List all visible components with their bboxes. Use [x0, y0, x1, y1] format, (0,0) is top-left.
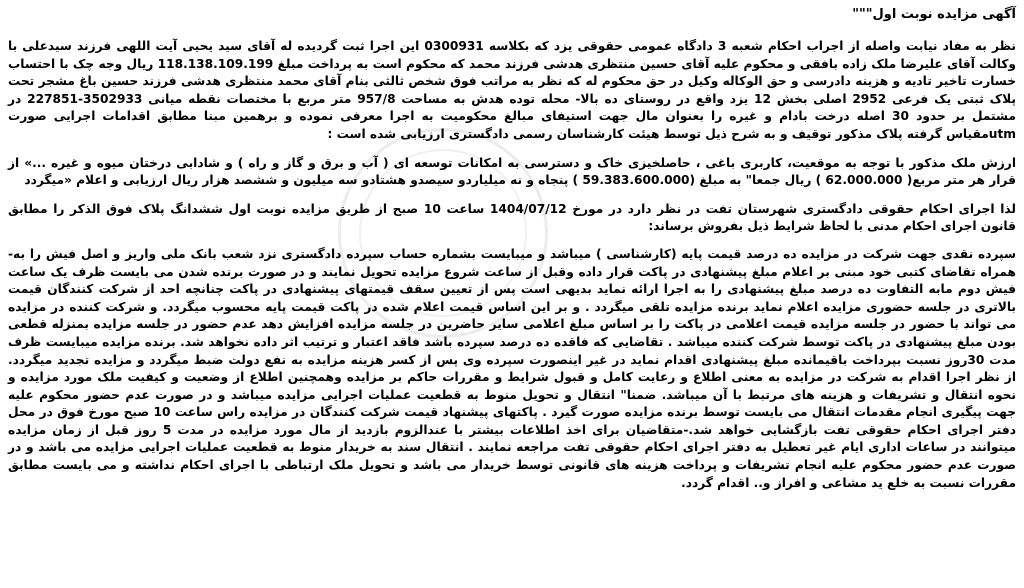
paragraph-valuation: ارزش ملک مذکور با توجه به موقعیت، کاربری باغی ، حاصلخیزی خاک و دسترسی به امکانات توسعه ای ( آب و برق و گاز و راه ) و شادابی درختان میوه و غیره ...» از قرار هر متر مربع( 62.000.000 ) ریال جمعا" به مبلغ (59.383.600.000 ) پنجاه و نه میلیاردو سیصدو هشتادو سه میلیون و ششصد هزار ریال ارزیابی و اعلام «میگردد — [8, 155, 1016, 188]
notice-content — [8, 6, 1016, 492]
paragraph-auction-terms: سپرده نقدی جهت شرکت در مزایده ده درصد قیمت پایه (کارشناسی ) میباشد و میبایست بشماره حساب سپرده دادگستری نزد شعب بانک ملی واریز و اصل فیش را به- همراه تقاضای کتبی خود مبنی بر اعلام مبلغ پیشنهادی در پاکت قرار داده وقبل از ساعت شروع مزایده تحویل نمایند و در صورت برنده شدن می بایست ظرف یک ساعت فیش دوم مابه التفاوت ده درصد مبلغ پیشنهادی را به اجرا ارائه نماید بدیهی است پس از تعیین سقف قیمتهای پیشنهادی در پاکت چنانچه احد از شرکت کنندگان قیمت بالاتری در جلسه حضوری مزایده اعلام نماید برنده مزایده تلقی میگردد . و بر این اساس قیمت اعلام شده در پاکت قیمت پایه محسوب میگردد. و شرکت کننده در مزایده می تواند با حضور در جلسه مزایده قیمت اعلامی در پاکت را بر اساس مبلغ اعلامی سایر حاضرین در جلسه مزایده افزایش دهد عدم حضور در جلسه مزایده بمنزله قطعی بودن مبلغ پیشنهادی در پاکت توسط شرکت کننده میباشد . تقاضایی که فاقده ده درصد سپرده باشد فاقد اعتبار و ترتیب اثر داده نخواهد شد. برنده مزایده میبایست ظرف مدت 30روز نسبت بپرداخت باقیمانده مبلغ پیشنهادی اقدام نماید در غیر اینصورت سپرده وی پس از کسر هزینه مزایده به نفع دولت ضبط میگردد و مزایده تجدید میگردد. از نظر اجرا اقدام به شرکت در مزایده به معنی اطلاع و رعایت کامل و قبول شرایط و مقررات حاکم بر مزایده وهمچنین اطلاع از وضعیت و کیفیت ملک مورد مزایده و نحوه انتقال و تشریفات و هزینه های مرتبط با آن میباشد. ضمنا" انتقال و تحویل منوط به قطعیت عملیات اجرایی مزایده میباشد و در صورت عدم حضور محکوم علیه جهت پیگیری انجام مقدمات انتقال می بایست توسط برنده مزایده صورت گیرد . پاکتهای پیشنهاد قیمت شرکت کنندگان در مزایده راس ساعت 10 صبح مورخ فوق در محل دفتر اجرای احکام حقوقی تفت بازگشایی خواهد شد.-متقاضیان برای اخذ اطلاعات بیشتر با عندالزوم بازدید از مال مورد مزایده در مدت 5 روز قبل از زمان مزایده میتوانند در ساعات اداری ایام غیر تعطیل به دفتر اجرای احکام حقوقی تفت مراجعه نمایند . انتقال سند به خریدار منوط به قطعیت عملیات اجرایی مزایده می باشد و در صورت عدم حضور محکوم علیه انجام تشریفات و پرداخت هزینه های قانونی توسط خریدار می باشد و تحویل ملک ارتباطی با اجرای احکام نداشته و می بایست مطابق مقررات نسبت به خلع ید مشاعی و افراز و.. اقدام گردد. — [8, 246, 1017, 490]
notice-title: آگهی مزایده نوبت اول""" — [852, 7, 1016, 22]
paragraph-auction-date: لذا اجرای احکام حقوقی دادگستری شهرستان تفت در نظر دارد در مورخ 1404/07/12 ساعت 10 صبح از طریق مزایده نوبت اول ششدانگ پلاک فوق الذکر را مطابق قانون اجرای احکام مدنی با لحاظ شرایط ذیل بفروش برساند: — [8, 201, 1016, 234]
paragraph-case-details: نظر به مفاد نیابت واصله از اجراب احکام شعبه 3 دادگاه عمومی حقوقی یزد که بکلاسه 0300931 این اجرا ثبت گردیده له آقای سید یحیی آیت اللهی فرزند سیدعلی با وکالت آقای علیرضا ملک زاده بافقی و محکوم علیه آقای حسین منتظری هدشی فرزند محمد که محکوم است به پرداخت مبلغ 118.138.109.199 ریال وجه چک با احتساب خسارت تاخیر تادیه و هزینه دادرسی و حق الوکاله وکیل در حق محکوم له که نظر به مراتب فوق شخص ثالثی بنام آقای محمد منتظری هدشی فرزند حسین باغ مشجر تحت پلاک ثبتی یک فرعی 2952 اصلی بخش 12 یزد واقع در روستای ده بالا- محله توده هدش به مساحت 957/8 متر مربع با مختصات نقطه میانی 3502933-227851 در مشتمل بر حدود 30 اصله درخت بادام و غیره را بعنوان مال جهت استیفای مبالغ محکومیت به اجرا معرفی نموده و برهمین مبنا مطابق اقدامات اجرایی صورت utmمقیاس گرفته پلاک مذکور توقیف و به شرح ذیل توسط هیئت کارشناسان رسمی دادگستری ارزیابی شده است : — [8, 39, 1017, 141]
